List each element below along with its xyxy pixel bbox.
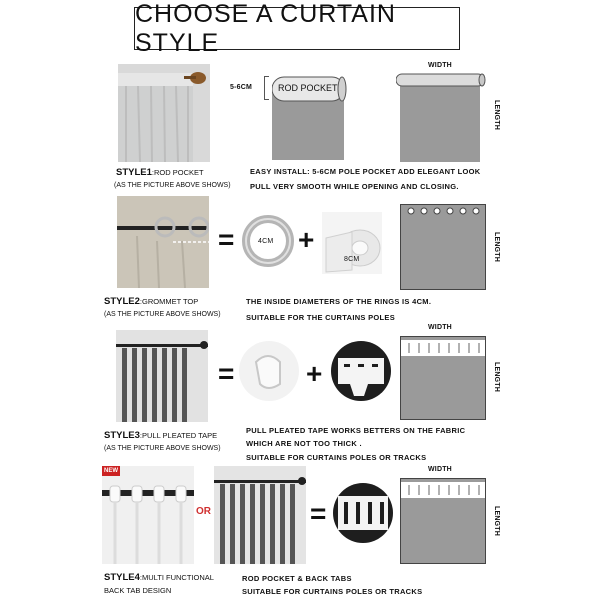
style3-desc-line1: PULL PLEATED TAPE WORKS BETTERS ON THE FABRIC — [246, 426, 466, 435]
style3-photo — [116, 330, 208, 422]
style4-photo-backtab — [102, 466, 194, 564]
grommet-holes — [401, 205, 487, 291]
style2-equals: = — [218, 224, 235, 255]
style1-photo — [118, 64, 210, 162]
pleat-tape-strip — [401, 340, 485, 356]
style4-equals: = — [310, 498, 327, 529]
style4-name: STYLE4 — [104, 572, 140, 583]
style4-length-label: LENGTH — [493, 506, 500, 536]
style4-photo-rod — [214, 466, 306, 564]
pleat-tape-image — [330, 340, 392, 402]
style4-desc-line1: ROD POCKET & BACK TABS — [242, 574, 352, 583]
back-tab-curtain-image — [102, 466, 194, 564]
grommet-curtain-image — [117, 196, 209, 288]
style3-type: :PULL PLEATED TAPE — [139, 431, 218, 440]
style3-length-label: LENGTH — [493, 362, 500, 392]
style4-type-line2: BACK TAB DESIGN — [104, 586, 172, 595]
style2-plus: + — [298, 224, 315, 255]
back-tab-strip — [401, 482, 485, 498]
style2-label — [104, 296, 198, 307]
style4-type: :MULTI FUNCTIONAL — [139, 573, 214, 582]
style3-desc-line2: WHICH ARE NOT TOO THICK . — [246, 439, 362, 448]
style3-equals: = — [218, 358, 235, 389]
or-text: OR — [196, 506, 211, 517]
rod-pocket-label: ROD POCKET — [278, 83, 338, 93]
style1-panel-diagram — [396, 72, 491, 162]
style2-name: STYLE2 — [104, 296, 140, 307]
style1-name: STYLE1 — [116, 167, 152, 178]
style3-label — [104, 430, 217, 441]
style2-panel-diagram — [400, 204, 486, 290]
rod-pocket-curtain-image — [118, 64, 210, 162]
rod-pocket-pleated-image — [214, 466, 306, 564]
style2-desc-line2: SUITABLE FOR THE CURTAINS POLES — [246, 313, 396, 322]
pocket-size-bracket — [264, 76, 269, 100]
style2-note: (AS THE PICTURE ABOVE SHOWS) — [104, 311, 221, 318]
page-title: CHOOSE A CURTAIN STYLE — [134, 7, 460, 50]
style3-desc-line3: SUITABLE FOR CURTAINS POLES OR TRACKS — [246, 453, 427, 462]
pleat-hook-image — [238, 340, 300, 402]
style2-type: :GROMMET TOP — [139, 297, 199, 306]
back-tab-tape-image — [332, 482, 394, 544]
tape-size-label: 8CM — [344, 256, 360, 263]
style1-note: (AS THE PICTURE ABOVE SHOWS) — [114, 182, 231, 189]
style2-length-label: LENGTH — [493, 232, 500, 262]
new-badge-text: NEW — [104, 468, 118, 474]
style2-desc-line1: THE INSIDE DIAMETERS OF THE RINGS IS 4CM. — [246, 297, 432, 306]
style1-desc-line1: EASY INSTALL: 5-6CM POLE POCKET ADD ELEGANT LOOK — [250, 167, 481, 176]
pocket-size-label: 5-6CM — [230, 84, 253, 91]
style3-name: STYLE3 — [104, 430, 140, 441]
style4-desc-line2: SUITABLE FOR CURTAINS POLES OR TRACKS — [242, 587, 423, 596]
style1-type: :ROD POCKET — [151, 168, 204, 177]
style1-width-label: WIDTH — [428, 62, 452, 69]
ring-size-label: 4CM — [258, 238, 274, 245]
style3-note: (AS THE PICTURE ABOVE SHOWS) — [104, 445, 221, 452]
style2-photo — [117, 196, 209, 288]
grommet-tape-image — [322, 212, 382, 274]
style3-panel-diagram — [400, 336, 486, 420]
new-badge — [102, 466, 120, 476]
pleated-curtain-image — [116, 330, 208, 422]
style3-plus: + — [306, 358, 323, 389]
style4-panel-diagram — [400, 478, 486, 564]
style1-length-label: LENGTH — [493, 100, 500, 130]
style4-label — [104, 572, 214, 583]
style3-width-label: WIDTH — [428, 324, 452, 331]
style1-desc-line2: PULL VERY SMOOTH WHILE OPENING AND CLOSING. — [250, 182, 459, 191]
style1-label — [116, 167, 204, 178]
style4-width-label: WIDTH — [428, 466, 452, 473]
